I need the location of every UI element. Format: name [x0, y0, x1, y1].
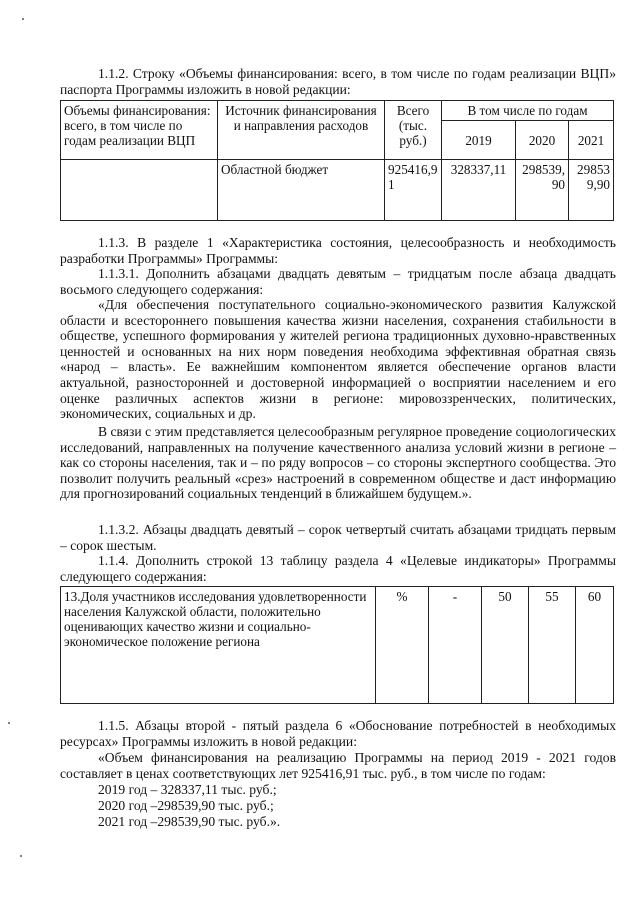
- section-1-1-3-1: 1.1.3.1. Дополнить абзацами двадцать девятым – тридцатым после абзаца двадцать восьмого следующего содержания:: [60, 266, 616, 297]
- t1-value-2021: 298539,90: [569, 160, 614, 221]
- t2-value-2019: 50: [482, 587, 529, 704]
- t1-year-2021: 2021: [569, 121, 614, 160]
- indicator-table: [60, 586, 614, 704]
- t1-header-years: В том числе по годам: [442, 101, 614, 121]
- t1-empty-cell: [61, 160, 218, 221]
- scan-speck: [20, 855, 22, 857]
- t1-header-source: Источник финансирования и направления расходов: [218, 101, 385, 160]
- section-1-1-5-quote: «Объем финансирования на реализацию Программы на период 2019 - 2021 годов составляет в ценах соответствующих лет 925416,91 тыс. руб., в том числе по годам:: [60, 750, 616, 781]
- t1-value-2020: 298539,90: [516, 160, 569, 221]
- quote-paragraph-2: В связи с этим представляется целесообразным регулярное проведение социологических исследований, направленных на получение качественного анализа условий жизни в регионе – как со стороны населения, так и – по ряду вопросов – со стороны экспертного сообщества. Это позволит получить реальный «срез» настроений в современном обществе и даст информацию для прогнозирований социальных тенденций в ближайшем будущем.».: [60, 424, 616, 502]
- financing-table: [60, 100, 614, 221]
- section-1-1-4: 1.1.4. Дополнить строкой 13 таблицу раздела 4 «Целевые индикаторы» Программы следующего содержания:: [60, 553, 616, 584]
- t1-header-total: Всего (тыс. руб.): [385, 101, 442, 160]
- t2-indicator: 13.Доля участников исследования удовлетворенности населения Калужской области, положительно оценивающих качество жизни и социально-экономическое положение региона: [61, 587, 376, 704]
- t1-value-2019: 328337,11: [442, 160, 516, 221]
- t2-value-2020: 55: [529, 587, 576, 704]
- t1-header-volumes: Объемы финансирования: всего, в том числе по годам реализации ВЦП: [61, 101, 218, 160]
- t1-total: 925416,91: [385, 160, 442, 221]
- t2-base: -: [429, 587, 482, 704]
- t2-value-2021: 60: [576, 587, 614, 704]
- line-2020: 2020 год –298539,90 тыс. руб.;: [98, 798, 274, 813]
- line-2021: 2021 год –298539,90 тыс. руб.».: [98, 814, 281, 829]
- t1-year-2020: 2020: [516, 121, 569, 160]
- section-1-1-2: 1.1.2. Строку «Объемы финансирования: всего, в том числе по годам реализации ВЦП» паспорта Программы изложить в новой редакции:: [60, 66, 616, 97]
- scan-speck: [22, 18, 24, 20]
- scan-speck: [8, 722, 10, 724]
- t2-unit: %: [376, 587, 429, 704]
- line-2019: 2019 год – 328337,11 тыс. руб.;: [98, 782, 277, 797]
- t1-year-2019: 2019: [442, 121, 516, 160]
- t1-source: Областной бюджет: [218, 160, 385, 221]
- section-1-1-5: 1.1.5. Абзацы второй - пятый раздела 6 «Обоснование потребностей в необходимых ресурсах» Программы изложить в новой редакции:: [60, 718, 616, 749]
- section-1-1-3: 1.1.3. В разделе 1 «Характеристика состояния, целесообразность и необходимость разработки Программы» Программы:: [60, 235, 616, 266]
- section-1-1-3-2: 1.1.3.2. Абзацы двадцать девятый – сорок четвертый считать абзацами тридцать первым – сорок шестым.: [60, 522, 616, 553]
- quote-paragraph-1: «Для обеспечения поступательного социально-экономического развития Калужской области и всестороннего повышения качества жизни населения, сохранения стабильности в обществе, успешного формирования у жителей региона традиционных духовно-нравственных ценностей и основанных на них норм поведения необходима эффективная обратная связь «народ – власть». Ее важнейшим компонентом является обеспечение органов власти актуальной, разносторонней и достоверной информацией о восприятии населением и его оценке различных аспектов жизни в регионе: мировоззренческих, политических, экономических, социальных и др.: [60, 297, 616, 422]
